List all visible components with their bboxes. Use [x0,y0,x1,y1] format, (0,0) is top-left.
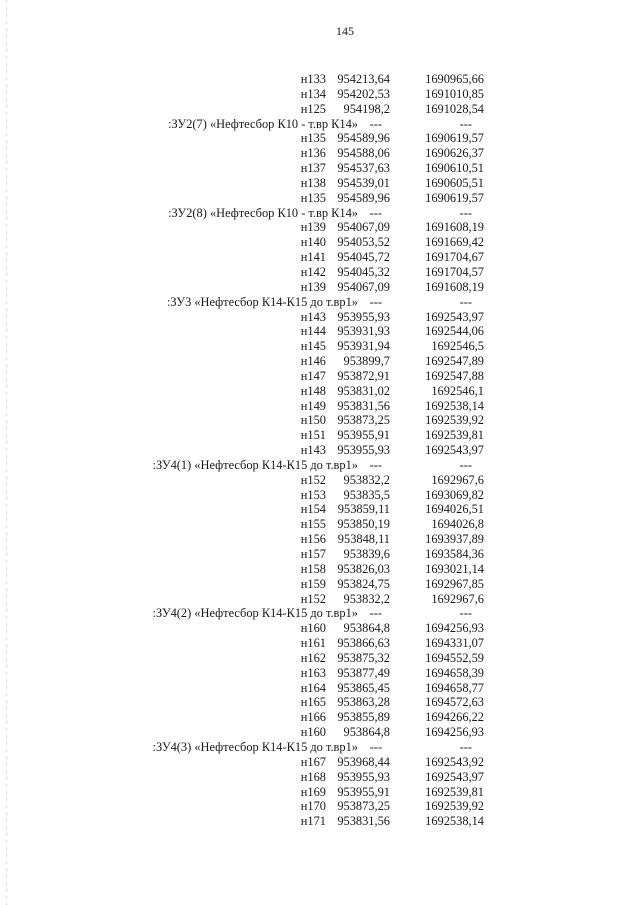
y-coordinate: 1691669,42 [425,235,484,250]
point-id: н145 [300,339,326,354]
point-id: н159 [300,576,326,591]
y-coordinate: 1692544,06 [425,324,484,339]
point-id: н157 [300,547,326,561]
point-id: н153 [300,487,326,502]
x-coordinate: 954045,32 [337,264,390,279]
coordinate-row [0,428,640,443]
coordinate-row [0,176,640,191]
y-coordinate: --- [459,116,472,131]
y-coordinate: 1694256,93 [425,621,484,636]
x-coordinate: 953865,45 [337,680,390,695]
x-coordinate: 953824,75 [337,576,390,591]
point-id: н152 [300,472,326,487]
coordinate-row [0,161,640,176]
section-label: :ЗУ2(8) «Нефтесбор К10 - т.вр К14» [168,205,358,220]
point-id: н139 [300,279,326,294]
coordinate-row [0,310,640,325]
y-coordinate: 1694026,51 [425,502,484,517]
x-coordinate: 954202,53 [337,86,390,101]
y-coordinate: 1694658,77 [425,680,484,695]
x-coordinate: 953872,91 [337,368,390,383]
section-header-row [0,606,640,621]
y-coordinate: --- [459,739,472,754]
point-id: н149 [300,398,326,413]
y-coordinate: 1694658,39 [425,665,484,680]
x-coordinate: 953839,6 [343,547,390,561]
y-coordinate: 1694572,63 [425,695,484,710]
point-id: н133 [300,72,326,86]
y-coordinate: --- [459,294,472,309]
x-coordinate: 954589,96 [337,190,390,205]
x-coordinate: 954589,96 [337,131,390,146]
x-coordinate: 954213,64 [337,72,390,86]
point-id: н151 [300,428,326,443]
y-coordinate: 1692538,14 [425,398,484,413]
coordinate-row [0,814,640,829]
y-coordinate: --- [459,457,472,472]
coordinate-row [0,770,640,785]
coordinate-row [0,621,640,636]
x-coordinate: 953877,49 [337,665,390,680]
x-coordinate: --- [369,294,382,309]
y-coordinate: --- [459,606,472,621]
x-coordinate: 954588,06 [337,146,390,161]
y-coordinate: 1693584,36 [425,547,484,561]
coordinate-row [0,636,640,651]
coordinate-row [0,280,640,295]
x-coordinate: 953850,19 [337,517,390,532]
point-id: н167 [300,754,326,769]
point-id: н135 [300,190,326,205]
y-coordinate: 1690605,51 [425,175,484,190]
coordinate-row [0,517,640,532]
point-id: н155 [300,517,326,532]
y-coordinate: 1692967,85 [425,576,484,591]
point-id: н161 [300,636,326,651]
x-coordinate: 953955,93 [337,769,390,784]
point-id: н160 [300,725,326,740]
y-coordinate: 1692547,88 [425,368,484,383]
y-coordinate: 1692543,92 [425,754,484,769]
section-header-row [0,458,640,473]
x-coordinate: 953864,8 [343,725,390,740]
x-coordinate: 953899,7 [343,354,390,369]
y-coordinate: 1692546,1 [431,383,484,398]
section-header-row [0,295,640,310]
y-coordinate: 1691028,54 [425,101,484,116]
point-id: н146 [300,354,326,369]
coordinate-row [0,681,640,696]
x-coordinate: 954053,52 [337,235,390,250]
coordinate-row [0,488,640,503]
point-id: н156 [300,532,326,547]
y-coordinate: 1692543,97 [425,769,484,784]
coordinate-row [0,324,640,339]
coordinate-row [0,502,640,517]
y-coordinate: 1691608,19 [425,220,484,235]
point-id: н144 [300,324,326,339]
x-coordinate: 953873,25 [337,413,390,428]
section-label: :ЗУ4(2) «Нефтесбор К14-К15 до т.вр1» [152,606,358,621]
y-coordinate: 1694266,22 [425,710,484,725]
coordinate-row [0,532,640,547]
point-id: н142 [300,264,326,279]
x-coordinate: --- [369,205,382,220]
point-id: н168 [300,769,326,784]
coordinate-row [0,87,640,102]
point-id: н148 [300,383,326,398]
y-coordinate: 1690619,57 [425,131,484,146]
coordinate-row [0,547,640,562]
y-coordinate: 1694331,07 [425,636,484,651]
point-id: н140 [300,235,326,250]
section-label: :ЗУ3 «Нефтесбор К14-К15 до т.вр1» [166,294,358,309]
point-id: н138 [300,175,326,190]
x-coordinate: 953831,56 [337,814,390,829]
x-coordinate: 953826,03 [337,561,390,576]
coordinate-row [0,220,640,235]
x-coordinate: 953955,93 [337,309,390,324]
x-coordinate: 954537,63 [337,161,390,176]
point-id: н162 [300,650,326,665]
coordinate-row [0,785,640,800]
y-coordinate: 1692543,97 [425,443,484,458]
x-coordinate: 954045,72 [337,250,390,265]
x-coordinate: 953831,02 [337,383,390,398]
y-coordinate: 1692967,6 [431,591,484,606]
y-coordinate: 1690619,57 [425,190,484,205]
y-coordinate: 1692538,14 [425,814,484,829]
x-coordinate: 954067,09 [337,279,390,294]
coordinate-row [0,799,640,814]
point-id: н143 [300,309,326,324]
point-id: н135 [300,131,326,146]
point-id: н141 [300,250,326,265]
coordinate-row [0,369,640,384]
coordinate-row [0,265,640,280]
x-coordinate: 953875,32 [337,650,390,665]
point-id: н154 [300,502,326,517]
coordinate-row [0,235,640,250]
coordinate-row [0,191,640,206]
point-id: н152 [300,591,326,606]
point-id: н163 [300,665,326,680]
x-coordinate: 953968,44 [337,754,390,769]
y-coordinate: 1694256,93 [425,725,484,740]
x-coordinate: --- [369,116,382,131]
x-coordinate: 953855,89 [337,710,390,725]
x-coordinate: 954539,01 [337,175,390,190]
coordinate-row [0,755,640,770]
y-coordinate: 1692547,89 [425,354,484,369]
coordinate-row [0,339,640,354]
x-coordinate: --- [369,457,382,472]
coordinate-row [0,666,640,681]
point-id: н150 [300,413,326,428]
point-id: н158 [300,561,326,576]
point-id: н160 [300,621,326,636]
coordinate-row [0,562,640,577]
point-id: н170 [300,799,326,814]
x-coordinate: 953848,11 [337,532,390,547]
x-coordinate: 953831,56 [337,398,390,413]
point-id: н147 [300,368,326,383]
coordinate-row [0,651,640,666]
y-coordinate: 1690626,37 [425,146,484,161]
y-coordinate: 1692539,81 [425,784,484,799]
x-coordinate: 953866,63 [337,636,390,651]
y-coordinate: 1693937,89 [425,532,484,547]
coordinates-table [0,72,640,829]
x-coordinate: 953832,2 [343,591,390,606]
point-id: н164 [300,680,326,695]
point-id: н171 [300,814,326,829]
point-id: н136 [300,146,326,161]
point-id: н169 [300,784,326,799]
coordinate-row [0,399,640,414]
y-coordinate: 1692539,92 [425,413,484,428]
y-coordinate: 1693069,82 [425,487,484,502]
section-header-row [0,740,640,755]
x-coordinate: 953835,5 [343,487,390,502]
coordinate-row [0,473,640,488]
y-coordinate: 1692539,92 [425,799,484,814]
x-coordinate: 953864,8 [343,621,390,636]
x-coordinate: 953873,25 [337,799,390,814]
section-label: :ЗУ4(3) «Нефтесбор К14-К15 до т.вр1» [152,739,358,754]
coordinate-row [0,413,640,428]
coordinate-row [0,443,640,458]
y-coordinate: 1694552,59 [425,650,484,665]
y-coordinate: 1693021,14 [425,561,484,576]
section-label: :ЗУ2(7) «Нефтесбор К10 - т.вр К14» [168,116,358,131]
x-coordinate: 953863,28 [337,695,390,710]
coordinate-row [0,695,640,710]
y-coordinate: 1692967,6 [431,472,484,487]
point-id: н139 [300,220,326,235]
section-header-row [0,206,640,221]
x-coordinate: 953955,93 [337,443,390,458]
x-coordinate: 953931,93 [337,324,390,339]
y-coordinate: --- [459,205,472,220]
x-coordinate: --- [369,739,382,754]
coordinate-row [0,592,640,607]
coordinate-row [0,102,640,117]
point-id: н143 [300,443,326,458]
x-coordinate: 953859,11 [337,502,390,517]
point-id: н166 [300,710,326,725]
y-coordinate: 1691010,85 [425,86,484,101]
x-coordinate: --- [369,606,382,621]
x-coordinate: 954067,09 [337,220,390,235]
x-coordinate: 953832,2 [343,472,390,487]
point-id: н165 [300,695,326,710]
coordinate-row [0,577,640,592]
point-id: н134 [300,86,326,101]
x-coordinate: 953931,94 [337,339,390,354]
coordinate-row [0,384,640,399]
y-coordinate: 1691704,67 [425,250,484,265]
point-id: н137 [300,161,326,176]
coordinate-row [0,710,640,725]
section-header-row [0,117,640,132]
coordinate-row [0,250,640,265]
y-coordinate: 1691704,57 [425,264,484,279]
coordinate-row [0,72,640,87]
section-label: :ЗУ4(1) «Нефтесбор К14-К15 до т.вр1» [152,457,358,472]
coordinate-row [0,131,640,146]
y-coordinate: 1690965,66 [425,72,484,86]
coordinate-row [0,725,640,740]
y-coordinate: 1691608,19 [425,279,484,294]
x-coordinate: 953955,91 [337,428,390,443]
x-coordinate: 953955,91 [337,784,390,799]
coordinate-row [0,354,640,369]
y-coordinate: 1692546,5 [431,339,484,354]
y-coordinate: 1692543,97 [425,309,484,324]
coordinate-row [0,146,640,161]
x-coordinate: 954198,2 [343,101,390,116]
y-coordinate: 1694026,8 [431,517,484,532]
y-coordinate: 1690610,51 [425,161,484,176]
point-id: н125 [300,101,326,116]
y-coordinate: 1692539,81 [425,428,484,443]
page-number: 145 [336,24,354,38]
